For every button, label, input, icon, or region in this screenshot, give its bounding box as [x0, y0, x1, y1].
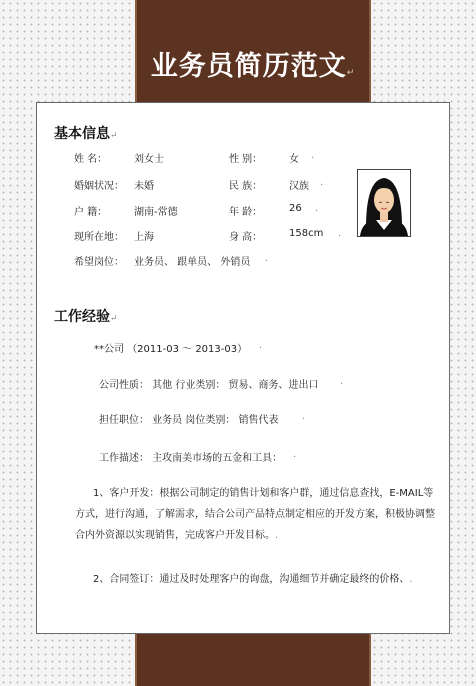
- age-label: 年 龄：: [229, 207, 263, 218]
- desired-label: 希望岗位：: [74, 257, 124, 268]
- company-line: **公司 （2011-03 ～ 2013-03）: [94, 344, 248, 355]
- basic-info-heading-text: 基本信息: [54, 126, 110, 142]
- name-value: 刘女士: [134, 154, 164, 165]
- photo-frame: [357, 169, 411, 237]
- nature-line: 公司性质： 其他 行业类别： 贸易、商务、进出口: [99, 380, 319, 391]
- paragraph-mark: ↵: [110, 314, 118, 324]
- resume-card: [36, 102, 450, 634]
- paragraph-mark: ↵: [110, 131, 118, 141]
- end-mark: .: [320, 177, 324, 188]
- page-title-text: 业务员简历范文: [150, 51, 347, 82]
- end-mark: .: [265, 253, 269, 264]
- description-line: 工作描述： 主攻南美市场的五金和工具：: [99, 453, 283, 464]
- age-value: 26: [289, 203, 302, 214]
- basic-info-heading: [54, 123, 118, 143]
- height-value: 158cm: [289, 228, 324, 239]
- hometown-value: 湖南-常德: [134, 207, 178, 218]
- duty-item-2-text: 2、合同签订：通过及时处理客户的询盘，沟通细节并确定最终的价格、: [93, 574, 410, 585]
- page-title: [135, 44, 371, 83]
- end-mark: .: [315, 203, 319, 214]
- height-label: 身 高：: [229, 232, 263, 243]
- end-mark: .: [409, 574, 413, 585]
- avatar-icon: [358, 170, 410, 236]
- location-label: 现所在地：: [74, 232, 124, 243]
- end-mark: .: [259, 340, 263, 351]
- ethnicity-value: 汉族: [289, 181, 309, 192]
- desired-value: 业务员、 跟单员、 外销员: [134, 257, 251, 268]
- duty-item-2: [75, 569, 445, 590]
- name-label: 姓 名：: [74, 154, 108, 165]
- marital-value: 未婚: [134, 181, 154, 192]
- duty-item-1-text: 1、客户开发：根据公司制定的销售计划和客户群，通过信息查找，E-MAIL等方式，进行沟通，了解需求，结合公司产品特点制定相应的开发方案，积极协调整合内外资源以实现销售，完成客户开发目标。: [75, 488, 435, 541]
- end-mark: .: [302, 411, 306, 422]
- position-line: 担任职位： 业务员 岗位类别： 销售代表: [99, 415, 279, 426]
- work-heading-text: 工作经验: [54, 309, 110, 325]
- end-mark: .: [338, 228, 342, 239]
- work-heading: [54, 306, 118, 326]
- duty-item-1: [75, 483, 439, 546]
- location-value: 上海: [134, 232, 154, 243]
- hometown-label: 户 籍：: [74, 207, 108, 218]
- end-mark: .: [293, 449, 297, 460]
- end-mark: .: [340, 376, 344, 387]
- gender-label: 性 别：: [229, 154, 263, 165]
- marital-label: 婚姻状况：: [74, 181, 124, 192]
- end-mark: .: [275, 530, 279, 541]
- end-mark: .: [311, 150, 315, 161]
- paragraph-mark: ↵: [346, 68, 356, 78]
- gender-value: 女: [289, 154, 299, 165]
- ethnicity-label: 民 族：: [229, 181, 263, 192]
